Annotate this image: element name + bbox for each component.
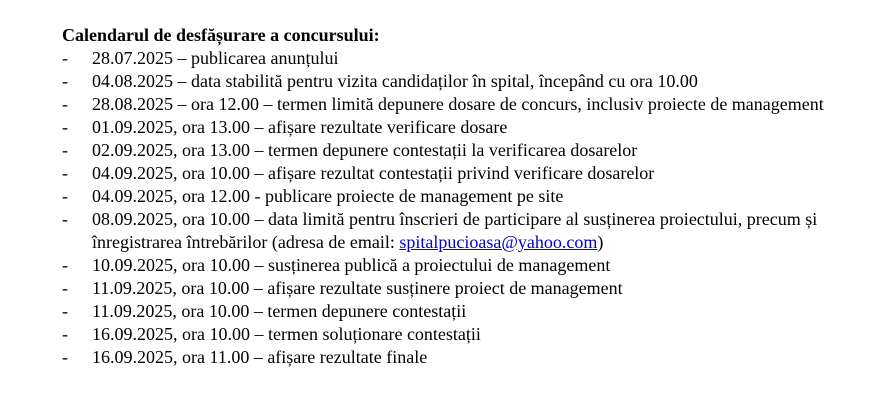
bullet-dash: - (62, 117, 68, 137)
bullet-dash: - (62, 209, 68, 229)
schedule-entry-text: 28.08.2025 – ora 12.00 – termen limită depunere dosare de concurs, inclusiv proiecte de management (92, 94, 824, 114)
schedule-entry-text-end: ) (597, 232, 604, 252)
list-item (62, 208, 862, 254)
bullet-dash: - (62, 186, 68, 206)
document-body (62, 24, 862, 369)
schedule-entry-text: 01.09.2025, ora 13.00 – afișare rezultate verificare dosare (92, 117, 508, 137)
bullet-dash: - (62, 140, 68, 160)
list-item (62, 139, 862, 162)
schedule-entry-text: 04.09.2025, ora 10.00 – afișare rezultat contestații privind verificare dosarelor (92, 163, 655, 183)
email-link[interactable]: spitalpucioasa@yahoo.com (399, 232, 598, 252)
bullet-dash: - (62, 301, 68, 321)
schedule-entry-text: 08.09.2025, ora 10.00 – data limită pentru înscrieri de participare al susținerea proiectului, precum și înregistrarea întrebărilor (adresa de email: (92, 209, 818, 252)
bullet-dash: - (62, 94, 68, 114)
bullet-dash: - (62, 163, 68, 183)
schedule-entry-text: 11.09.2025, ora 10.00 – afișare rezultate susținere proiect de management (92, 278, 623, 298)
schedule-entry-text: 16.09.2025, ora 10.00 – termen soluționare contestații (92, 324, 481, 344)
schedule-entry-text: 02.09.2025, ora 13.00 – termen depunere contestații la verificarea dosarelor (92, 140, 638, 160)
schedule-list (62, 47, 862, 369)
schedule-entry-text: 04.09.2025, ora 12.00 - publicare proiecte de management pe site (92, 186, 564, 206)
bullet-dash: - (62, 71, 68, 91)
list-item (62, 70, 862, 93)
list-item (62, 116, 862, 139)
list-item (62, 346, 862, 369)
list-item (62, 47, 862, 70)
schedule-entry-text: 10.09.2025, ora 10.00 – susținerea publică a proiectului de management (92, 255, 611, 275)
bullet-dash: - (62, 48, 68, 68)
list-item (62, 185, 862, 208)
bullet-dash: - (62, 324, 68, 344)
list-item (62, 254, 862, 277)
bullet-dash: - (62, 347, 68, 367)
schedule-entry-text: 28.07.2025 – publicarea anunțului (92, 48, 339, 68)
list-item (62, 93, 862, 116)
list-item (62, 323, 862, 346)
list-item (62, 277, 862, 300)
list-item (62, 300, 862, 323)
schedule-entry-text: 04.08.2025 – data stabilită pentru vizita candidaților în spital, începând cu ora 10.00 (92, 71, 698, 91)
bullet-dash: - (62, 255, 68, 275)
schedule-entry-text: 11.09.2025, ora 10.00 – termen depunere contestații (92, 301, 467, 321)
schedule-entry-text: 16.09.2025, ora 11.00 – afișare rezultate finale (92, 347, 428, 367)
list-item (62, 162, 862, 185)
page-title: Calendarul de desfășurare a concursului: (62, 25, 380, 45)
bullet-dash: - (62, 278, 68, 298)
